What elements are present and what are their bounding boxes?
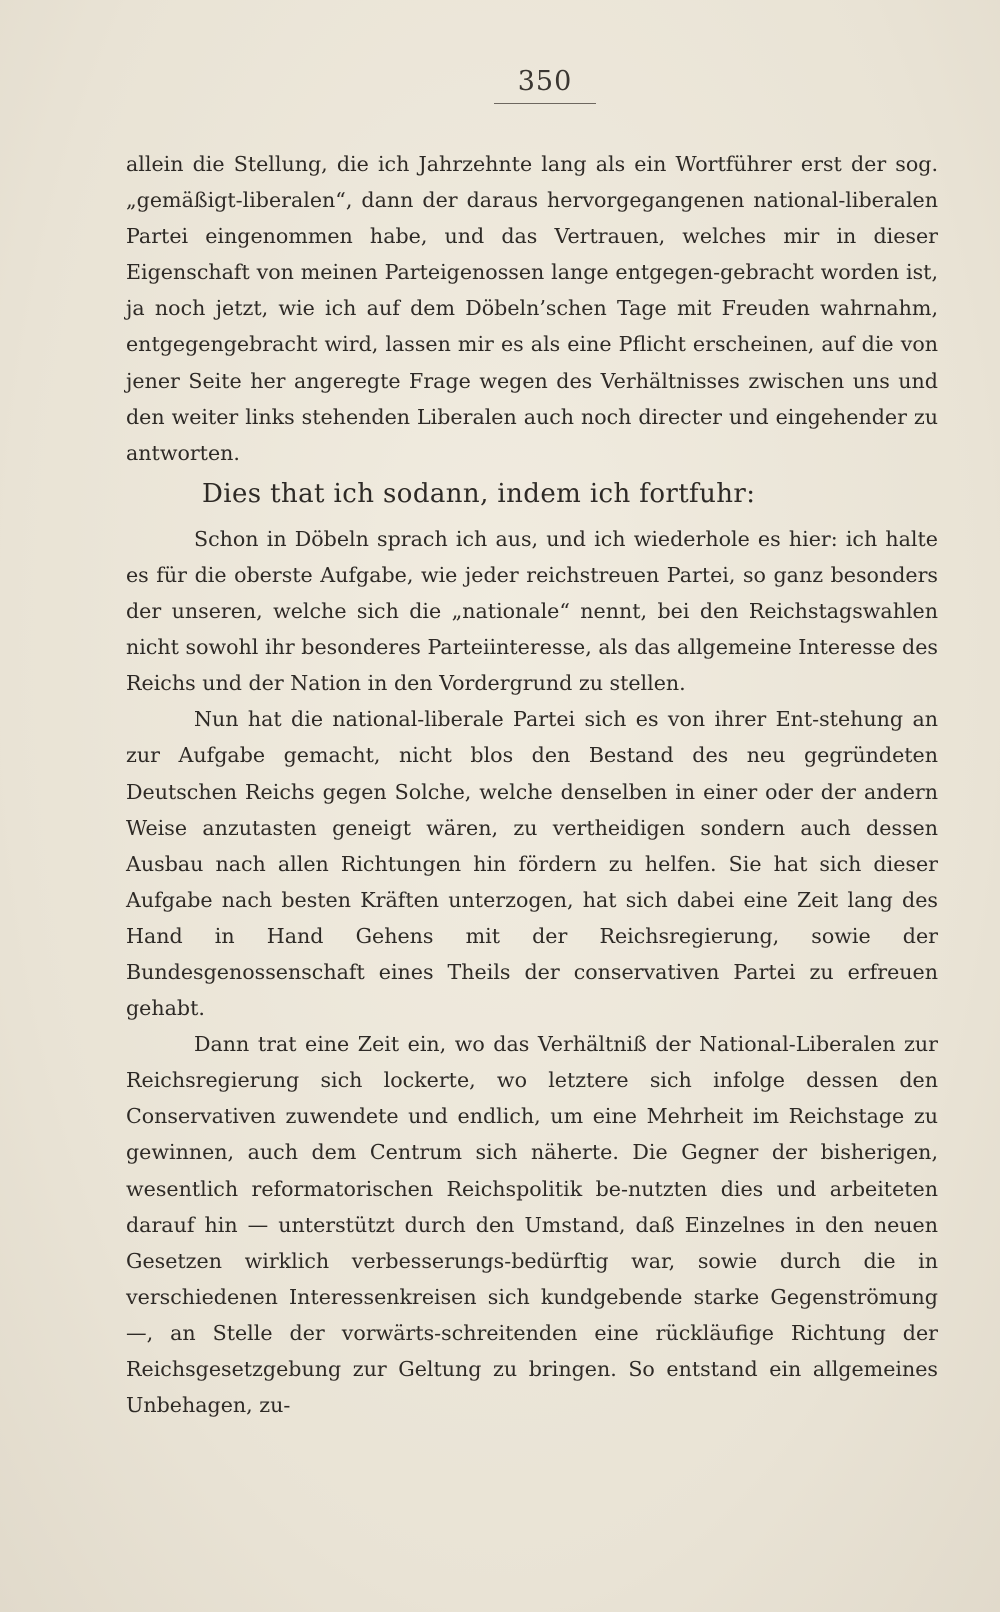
paragraph-3: Nun hat die national-liberale Partei sich es von ihrer Ent-stehung an zur Aufgabe gemacht, nicht blos den Bestand des neu gegründeten Deutschen Reichs gegen Solche, welche denselben in einer oder der andern Weise anzutasten geneigt wären, zu vertheidigen sondern auch dessen Ausbau nach allen Richtungen hin fördern zu helfen. Sie hat sich dieser Aufgabe nach besten Kräften unterzogen, hat sich dabei eine Zeit lang des Hand in Hand Gehens mit der Reichsregierung, sowie der Bundesgenossenschaft eines Theils der conservativen Partei zu erfreuen gehabt. — [126, 707, 938, 1021]
paragraph-2: Schon in Döbeln sprach ich aus, und ich wiederhole es hier: ich halte es für die oberste Aufgabe, wie jeder reichstreuen Partei, so ganz besonders der unseren, welche sich die „nationale“ nennt, bei den Reichstagswahlen nicht sowohl ihr besonderes Parteiinteresse, als das allgemeine Interesse des Reichs und der Nation in den Vordergrund zu stellen. — [126, 526, 938, 696]
paragraph-4: Dann trat eine Zeit ein, wo das Verhältniß der National-Liberalen zur Reichsregierung sich lockerte, wo letztere sich infolge dessen den Conservativen zuwendete und endlich, um eine Mehrheit im Reichstage zu gewinnen, auch dem Centrum sich näherte. Die Gegner der bisherigen, wesentlich reformatorischen Reichspolitik be-nutzten dies und arbeiteten darauf hin — unterstützt durch den Umstand, daß Einzelnes in den neuen Gesetzen wirklich verbesserungs-bedürftig war, sowie durch die in verschiedenen Interessenkreisen sich kundgebende starke Gegenströmung —, an Stelle der vorwärts-schreitenden eine rückläufige Richtung der Reichsgesetzgebung zur Geltung zu bringen. So entstand ein allgemeines Unbehagen, zu- — [126, 1032, 938, 1418]
body-text — [126, 146, 938, 1423]
page-number: 350 — [494, 66, 597, 104]
paragraph-heading: Dies that ich sodann, indem ich fortfuhr: — [202, 478, 756, 509]
paragraph-1: allein die Stellung, die ich Jahrzehnte lang als ein Wortführer erst der sog. „gemäßigt-liberalen“, dann der daraus hervorgegangenen national-liberalen Partei eingenommen habe, und das Vertrauen, welches mir in dieser Eigenschaft von meinen Parteigenossen lange entgegen-gebracht worden ist, ja noch jetzt, wie ich auf dem Döbeln’schen Tage mit Freuden wahrnahm, entgegengebracht wird, lassen mir es als eine Pflicht erscheinen, auf die von jener Seite her angeregte Frage wegen des Verhältnisses zwischen uns und den weiter links stehenden Liberalen auch noch directer und eingehender zu antworten. — [126, 152, 938, 465]
page-header — [0, 66, 1000, 104]
